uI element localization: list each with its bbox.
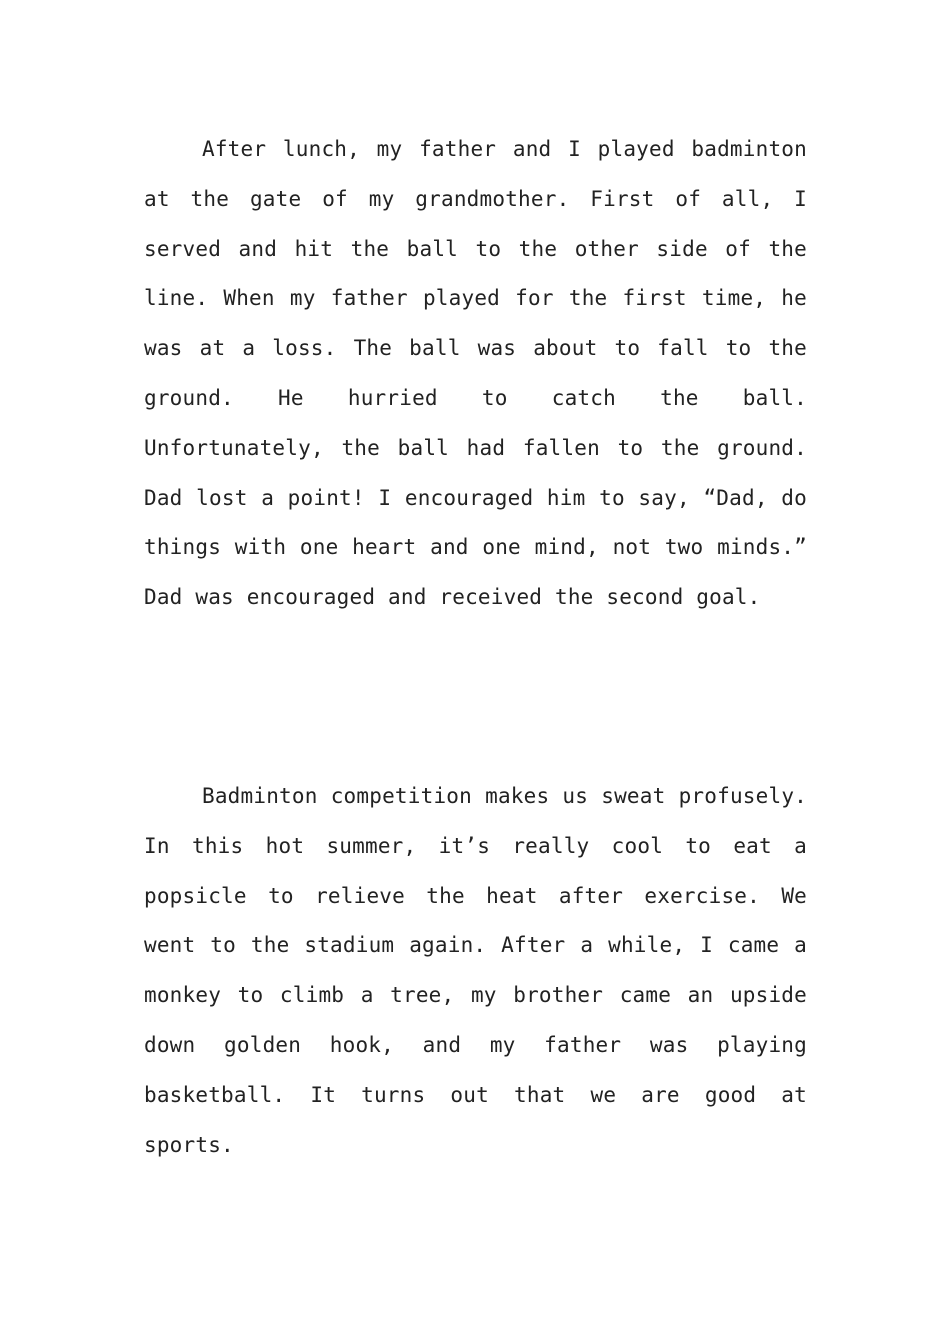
paragraph-sports: Badminton competition makes us sweat profusely. In this hot summer, it’s really cool to eat a popsicle to relieve the heat after exercise. We went to the stadium again. After a while, I came a monkey to climb a tree, my brother came an upside down golden hook, and my father was playing basketball. It turns out that we are good at sports. <box>144 784 807 1157</box>
paragraph-badminton-game: After lunch, my father and I played badminton at the gate of my grandmother. First of all, I served and hit the ball to the other side of the line. When my father played for the first time, he was at a loss. The ball was about to fall to the ground. He hurried to catch the ball. Unfortunately, the ball had fallen to the ground. Dad lost a point! I encouraged him to say, “Dad, do things with one heart and one mind, not two minds.” Dad was encouraged and received the second goal. <box>144 137 807 610</box>
